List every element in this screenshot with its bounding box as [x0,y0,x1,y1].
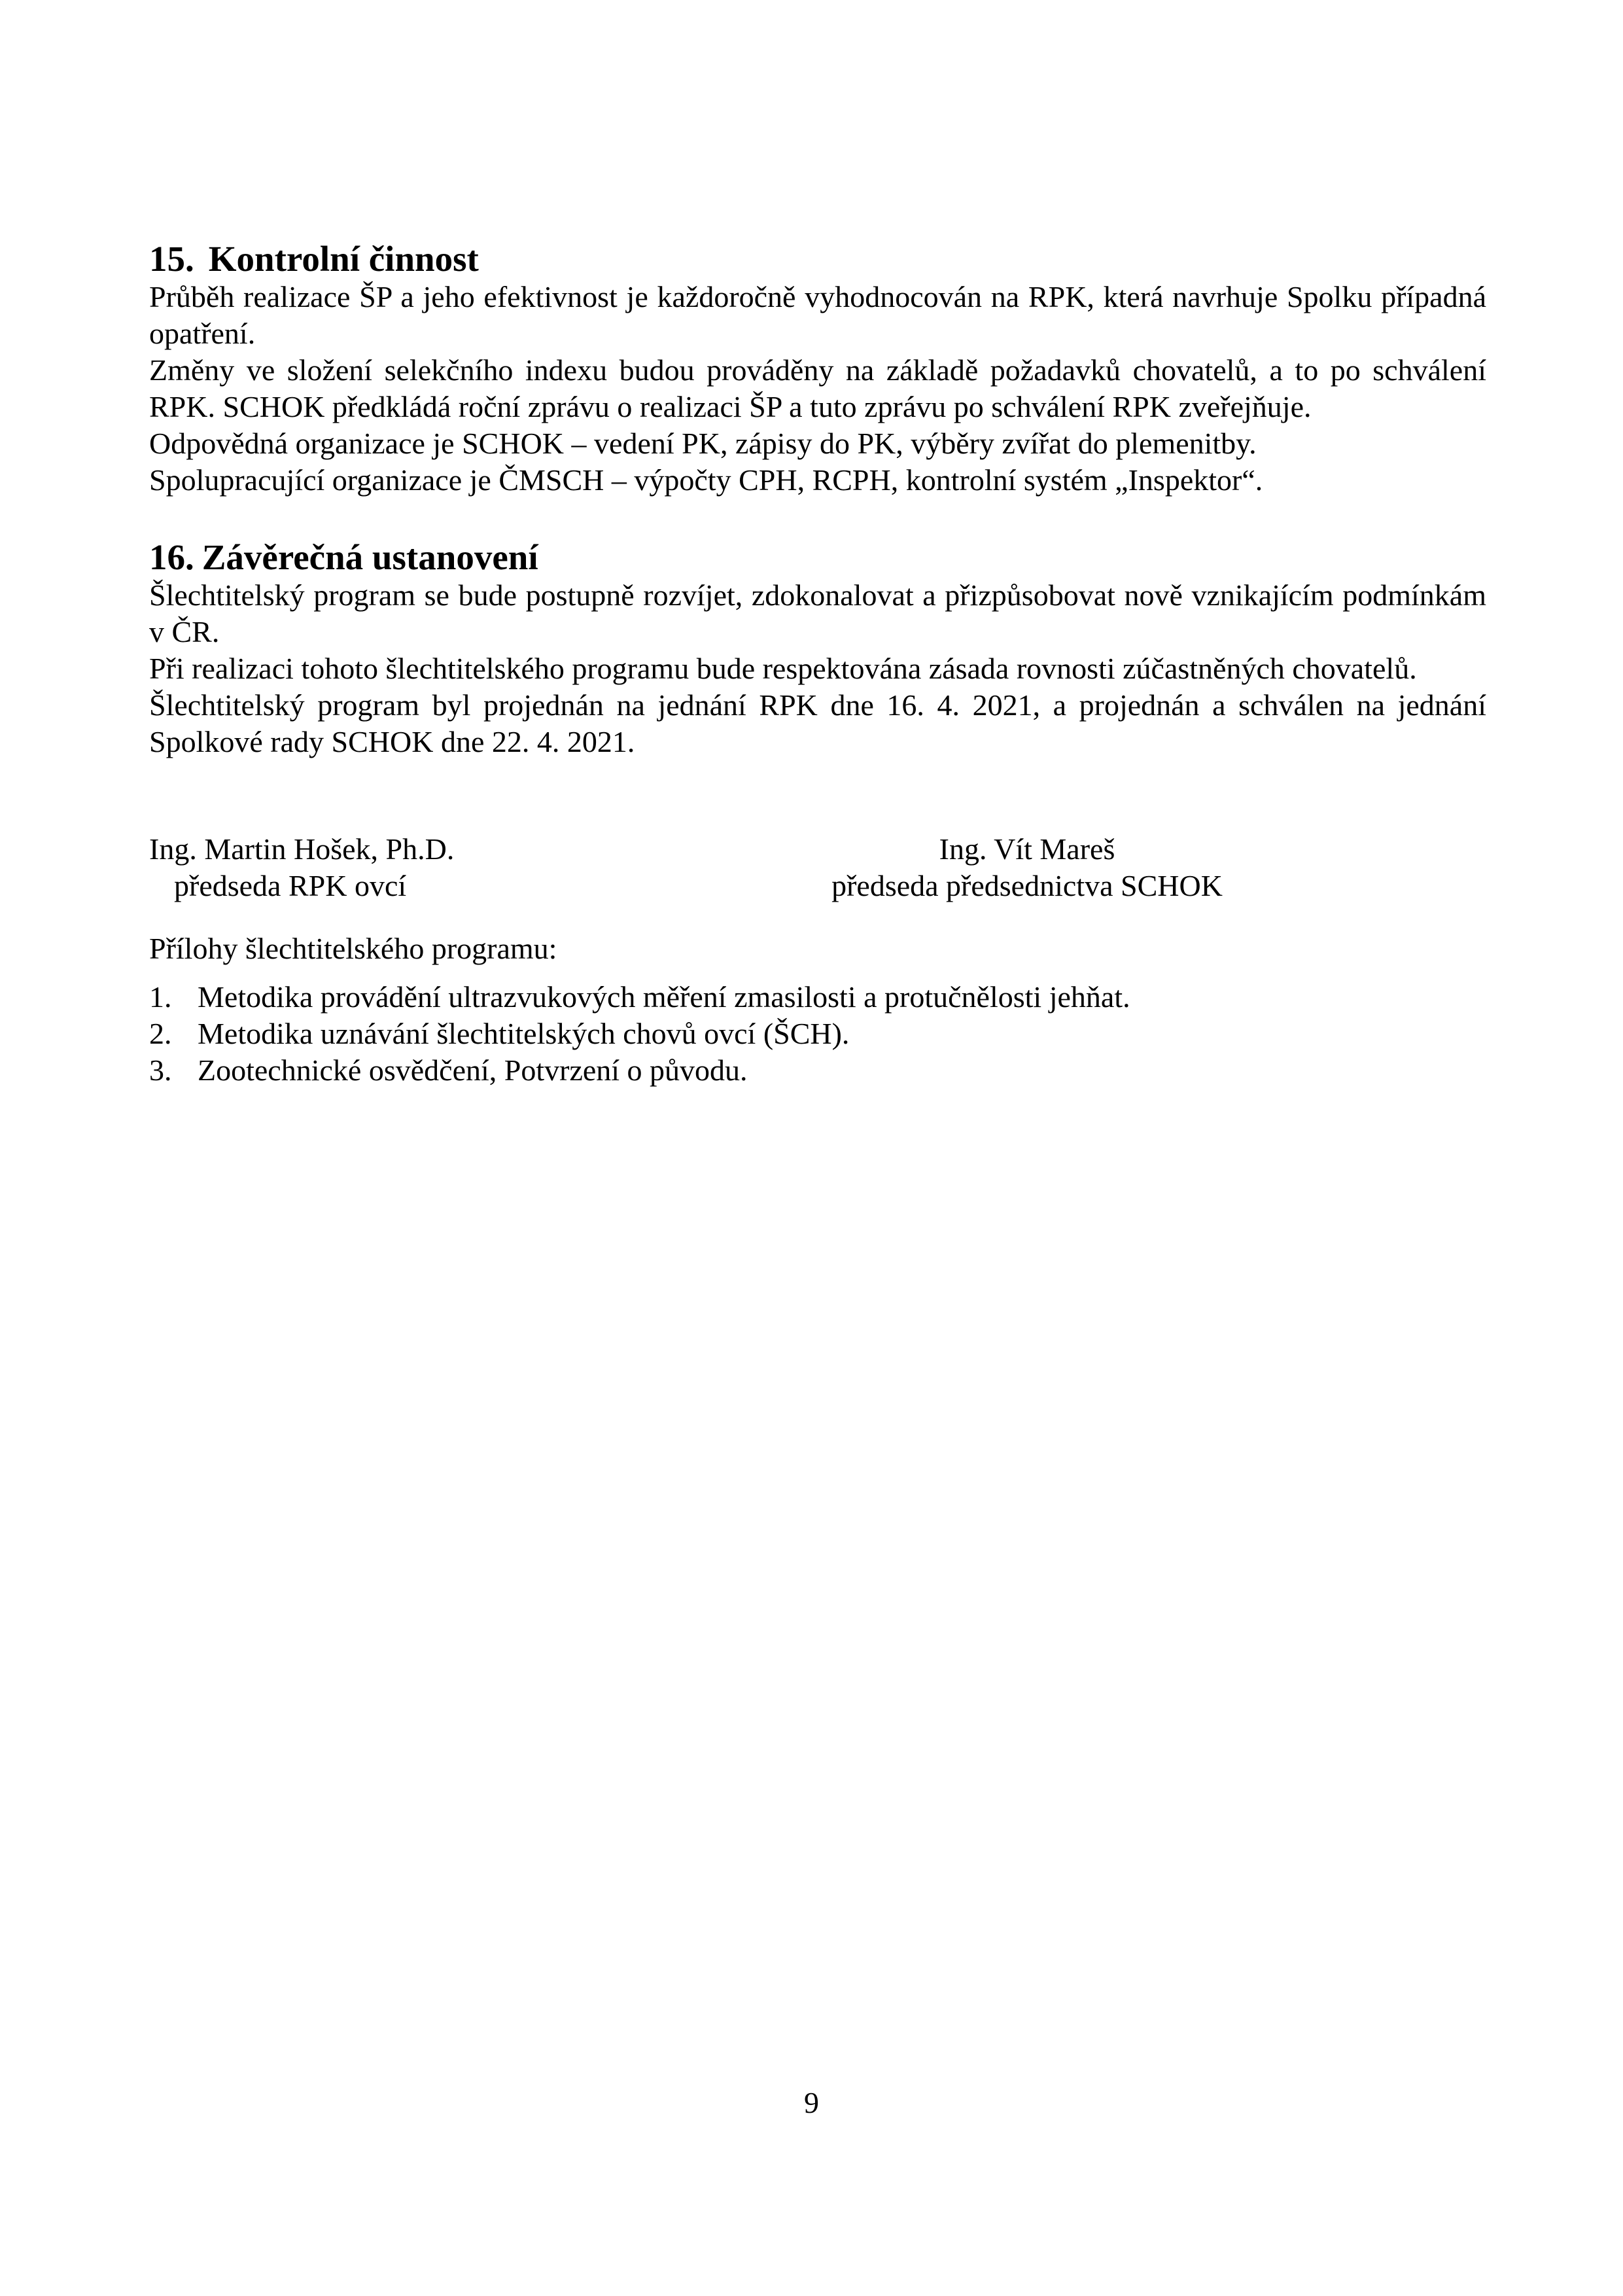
signature-right [805,831,1249,904]
signatory-name: Ing. Martin Hošek, Ph.D. [149,832,455,866]
section-16-paragraph: Šlechtitelský program byl projednán na jednání RPK dne 16. 4. 2021, a projednán a schválen na jednání Spolkové rady SCHOK dne 22. 4. 2021. [149,688,1486,758]
section-16-paragraph: Při realizaci tohoto šlechtitelského programu bude respektována zásada rovnosti zúčastněných chovatelů. [149,652,1417,685]
section-15-paragraph: Spolupracující organizace je ČMSCH – výpočty CPH, RCPH, kontrolní systém „Inspektor“. [149,463,1263,497]
document-page [149,239,1486,1089]
section-16-title: Závěrečná ustanovení [201,537,538,577]
list-item-number: 3. [149,1053,172,1087]
list-item [149,979,1486,1016]
signatory-role: předseda předsednictva SCHOK [831,869,1223,902]
attachments-title: Přílohy šlechtitelského programu: [149,932,557,965]
list-item-text: Metodika provádění ultrazvukových měření zmasilosti a protučnělosti jehňat. [198,980,1130,1014]
section-15-paragraph: Změny ve složení selekčního indexu budou prováděny na základě požadavků chovatelů, a to po schválení RPK. SCHOK předkládá roční zprávu o realizaci ŠP a tuto zprávu po schválení RPK zveřejňuje. [149,353,1486,423]
list-item-text: Metodika uznávání šlechtitelských chovů ovcí (ŠCH). [198,1017,850,1050]
list-item-text: Zootechnické osvědčení, Potvrzení o původu. [198,1053,748,1087]
section-spacer [149,499,1486,538]
section-16-paragraph: Šlechtitelský program se bude postupně rozvíjet, zdokonalovat a přizpůsobovat nově vznikajícím podmínkám v ČR. [149,578,1486,648]
section-16-number: 16. [149,537,194,577]
signatory-role: předseda RPK ovcí [174,869,407,902]
page-number: 9 [804,2086,819,2119]
section-15-number: 15. [149,239,194,279]
section-15-heading [149,239,1486,279]
list-item-number: 1. [149,980,172,1014]
attachments-list [149,979,1486,1089]
section-15-paragraph: Průběh realizace ŠP a jeho efektivnost je každoročně vyhodnocován na RPK, která navrhuje Spolku případná opatření. [149,280,1486,350]
list-item [149,1052,1486,1089]
section-15-paragraph: Odpovědná organizace je SCHOK – vedení PK, zápisy do PK, výběry zvířat do plemenitby. [149,427,1257,460]
section-16-heading [149,538,1486,577]
signature-block [149,831,1486,904]
list-item [149,1016,1486,1052]
list-item-number: 2. [149,1017,172,1050]
section-15-title: Kontrolní činnost [208,239,479,279]
signature-left [149,831,489,904]
signatory-name: Ing. Vít Mareš [939,832,1115,866]
